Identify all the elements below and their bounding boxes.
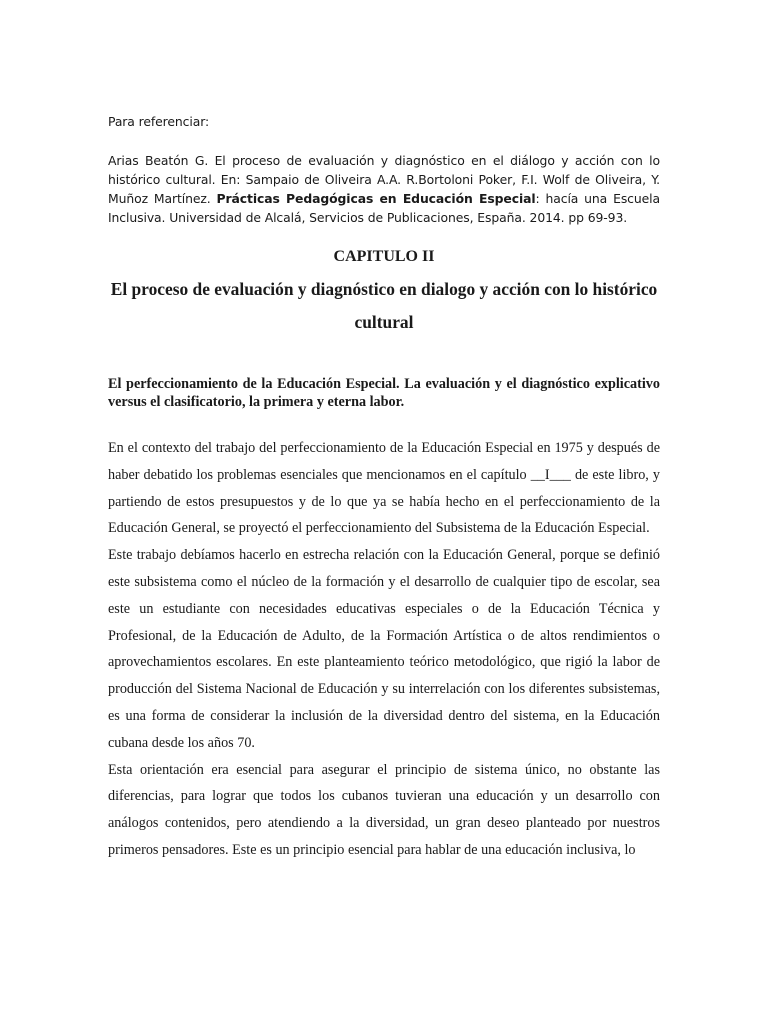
citation-part-1: Arias Beatón G. El proceso de evaluación y diagnóstico en el diálogo y acción con lo histórico cultural. En: Sampaio de Oliveira A.A. R.Bortoloni Poker, F.I. Wolf de Oliveira, Y. Muñoz Martínez. <box>108 153 660 206</box>
body-paragraph-1: En el contexto del trabajo del perfeccionamiento de la Educación Especial en 1975 y después de haber debatido los problemas esenciales que mencionamos en el capítulo __I___ de este libro, y partiendo de estos presupuestos y de lo que ya se había hecho en el perfeccionamiento de la Educación General, se proyectó el perfeccionamiento del Subsistema de la Educación Especial. <box>108 440 660 537</box>
citation <box>108 151 660 227</box>
citation-part-2: : hacía una Escuela Inclusiva. Universidad de Alcalá, Servicios de Publicaciones, España. 2014. pp 69-93. <box>108 191 660 225</box>
reference-label: Para referenciar: <box>108 114 210 129</box>
chapter-title: El proceso de evaluación y diagnóstico en dialogo y acción con lo histórico cultural <box>110 279 658 332</box>
citation-book-title: Prácticas Pedagógicas en Educación Especial <box>216 191 536 206</box>
body-paragraph-2: Este trabajo debíamos hacerlo en estrecha relación con la Educación General, porque se definió este subsistema como el núcleo de la formación y el desarrollo de cualquier tipo de escolar, sea este un estudiante con necesidades educativas especiales o de la Educación Técnica y Profesional, de la Educación de Adulto, de la Formación Artística o de altos rendimientos o aprovechamientos escolares. En este planteamiento teórico metodológico, que rigió la labor de producción del Sistema Nacional de Educación y su interrelación con los diferentes subsistemas, es una forma de considerar la inclusión de la diversidad dentro del sistema, en la Educación cubana desde los años 70. <box>108 547 660 751</box>
body-paragraph-3: Esta orientación era esencial para asegurar el principio de sistema único, no obstante las diferencias, para lograr que todos los cubanos tuvieran una educación y un desarrollo con análogos contenidos, pero atendiendo a la diversidad, un gran deseo planteado por nuestros primeros pensadores. Este es un principio esencial para hablar de una educación inclusiva, lo <box>108 761 660 858</box>
section-heading: El perfeccionamiento de la Educación Especial. La evaluación y el diagnóstico explicativo versus el clasificatorio, la primera y eterna labor. <box>108 376 660 410</box>
chapter-number: CAPITULO II <box>333 248 435 265</box>
document-page <box>108 112 660 864</box>
